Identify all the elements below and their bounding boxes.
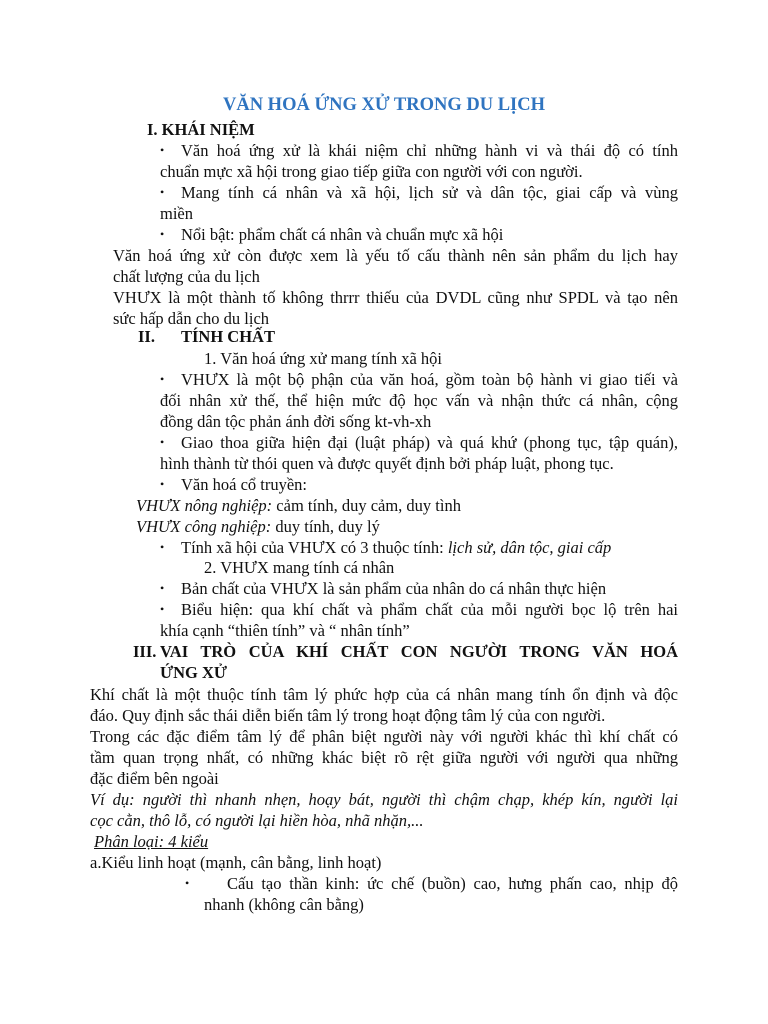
s2-line-industry [136,516,380,537]
bullet-icon: • [160,185,165,199]
s2-numbered-2: 2. VHƯX mang tính cá nhân [204,558,395,577]
s3-p2-line3: đặc điểm bên ngoài [90,769,219,788]
s1-b3: Nổi bật: phẩm chất cá nhân và chuẩn mực xã hội [181,225,504,244]
s2-b4-italic: lịch sử, dân tộc, giai cấp [447,538,612,557]
s3-a-b1-line1: Cấu tạo thần kinh: ức chế (buồn) cao, hưng phấn cao, nhịp độ [227,874,678,893]
agri-label: VHƯX nông nghiệp: [136,496,273,515]
s2-b5: Bản chất của VHƯX là sản phẩm của nhân do cá nhân thực hiện [181,579,607,598]
s1-p2-line1: VHƯX là một thành tố không thrrr thiếu của DVDL cũng như SPDL và tạo nên [113,288,678,307]
s1-p2-line2: sức hấp dẫn cho du lịch [113,309,270,328]
s3-example-line2: cọc cằn, thô lỗ, có người lại hiền hòa, nhã nhặn,... [90,811,424,830]
bullet-icon: • [160,602,165,616]
bullet-icon: • [160,227,165,241]
section-3-heading-line2: ỨNG XỬ [160,663,228,682]
s2-b4-text: Tính xã hội của VHƯX có 3 thuộc tính: [181,538,448,557]
s2-b1-line3: đồng dân tộc phản ánh đời sống kt-vh-xh [160,412,432,431]
section-3-heading-line1: VAI TRÒ CỦA KHÍ CHẤT CON NGƯỜI TRONG VĂN HOÁ [160,642,678,661]
section-2-number: II. [138,327,155,346]
s2-b4 [181,537,611,558]
document-title: VĂN HOÁ ỨNG XỬ TRONG DU LỊCH [222,95,546,115]
s2-b1-line1: VHƯX là một bộ phận của văn hoá, gồm toàn bộ hành vi giao tiếi và [181,370,678,389]
bullet-icon: • [160,540,165,554]
bullet-icon: • [160,581,165,595]
bullet-icon: • [160,477,165,491]
industry-text: duy tính, duy lý [271,517,380,536]
s1-p1-line2: chất lượng của du lịch [113,267,260,286]
s3-p1-line2: đáo. Quy định sắc thái diễn biến tâm lý trong hoạt động tâm lý của con người. [90,706,606,725]
s2-line-agri [136,495,461,516]
s3-p1-line1: Khí chất là một thuộc tính tâm lý phức hợp của cá nhân mang tính ổn định và độc [90,685,678,704]
s2-b3: Văn hoá cổ truyền: [181,475,307,494]
s3-p2-line2: tầm quan trọng nhất, có những khác biệt rõ rệt giữa người với người qua những [90,748,678,767]
bullet-icon: • [160,143,165,157]
s2-b6-line2: khía cạnh “thiên tính” và “ nhân tính” [160,621,410,640]
s1-b1-line2: chuẩn mực xã hội trong giao tiếp giữa con người với con người. [160,162,583,181]
s2-b2-line1: Giao thoa giữa hiện đại (luật pháp) và quá khứ (phong tục, tập quán), [181,433,678,452]
s1-b1-line1: Văn hoá ứng xử là khái niệm chỉ những hành vi và thái độ có tính [181,141,678,160]
s2-b1-line2: đối nhân xử thế, thể hiện mức độ học vấn và nhận thức cá nhân, cộng [160,391,678,410]
industry-label: VHƯX công nghiệp: [136,517,272,536]
bullet-icon: • [185,876,190,890]
s3-type-a: a.Kiểu linh hoạt (mạnh, cân bằng, linh hoạt) [90,853,382,872]
s2-b2-line2: hình thành từ thói quen và được quyết định bởi pháp luật, phong tục. [160,454,614,473]
section-1-heading: I. KHÁI NIỆM [147,120,255,139]
s3-example-line1: Ví dụ: người thì nhanh nhẹn, hoạy bát, người thì chậm chạp, khép kín, người lại [90,790,678,809]
s2-b6-line1: Biểu hiện: qua khí chất và phẩm chất của mỗi người bọc lộ trên hai [181,600,678,619]
s1-b2-line2: miền [160,204,193,223]
bullet-icon: • [160,435,165,449]
s1-p1-line1: Văn hoá ứng xử còn được xem là yếu tố cấu thành nên sản phẩm du lịch hay [113,246,678,265]
section-3-number: III. [133,642,157,661]
section-2-heading: TÍNH CHẤT [181,327,275,346]
agri-text: cảm tính, duy cảm, duy tình [272,496,461,515]
bullet-icon: • [160,372,165,386]
s3-a-b1-line2: nhanh (không cân bằng) [204,895,364,914]
s2-numbered-1: 1. Văn hoá ứng xử mang tính xã hội [204,349,443,368]
s1-b2-line1: Mang tính cá nhân và xã hội, lịch sử và dân tộc, giai cấp và vùng [181,183,678,202]
s3-p2-line1: Trong các đặc điểm tâm lý để phân biệt người này với người khác thì khí chất có [90,727,678,746]
s3-classification: Phân loại: 4 kiểu [94,832,209,851]
